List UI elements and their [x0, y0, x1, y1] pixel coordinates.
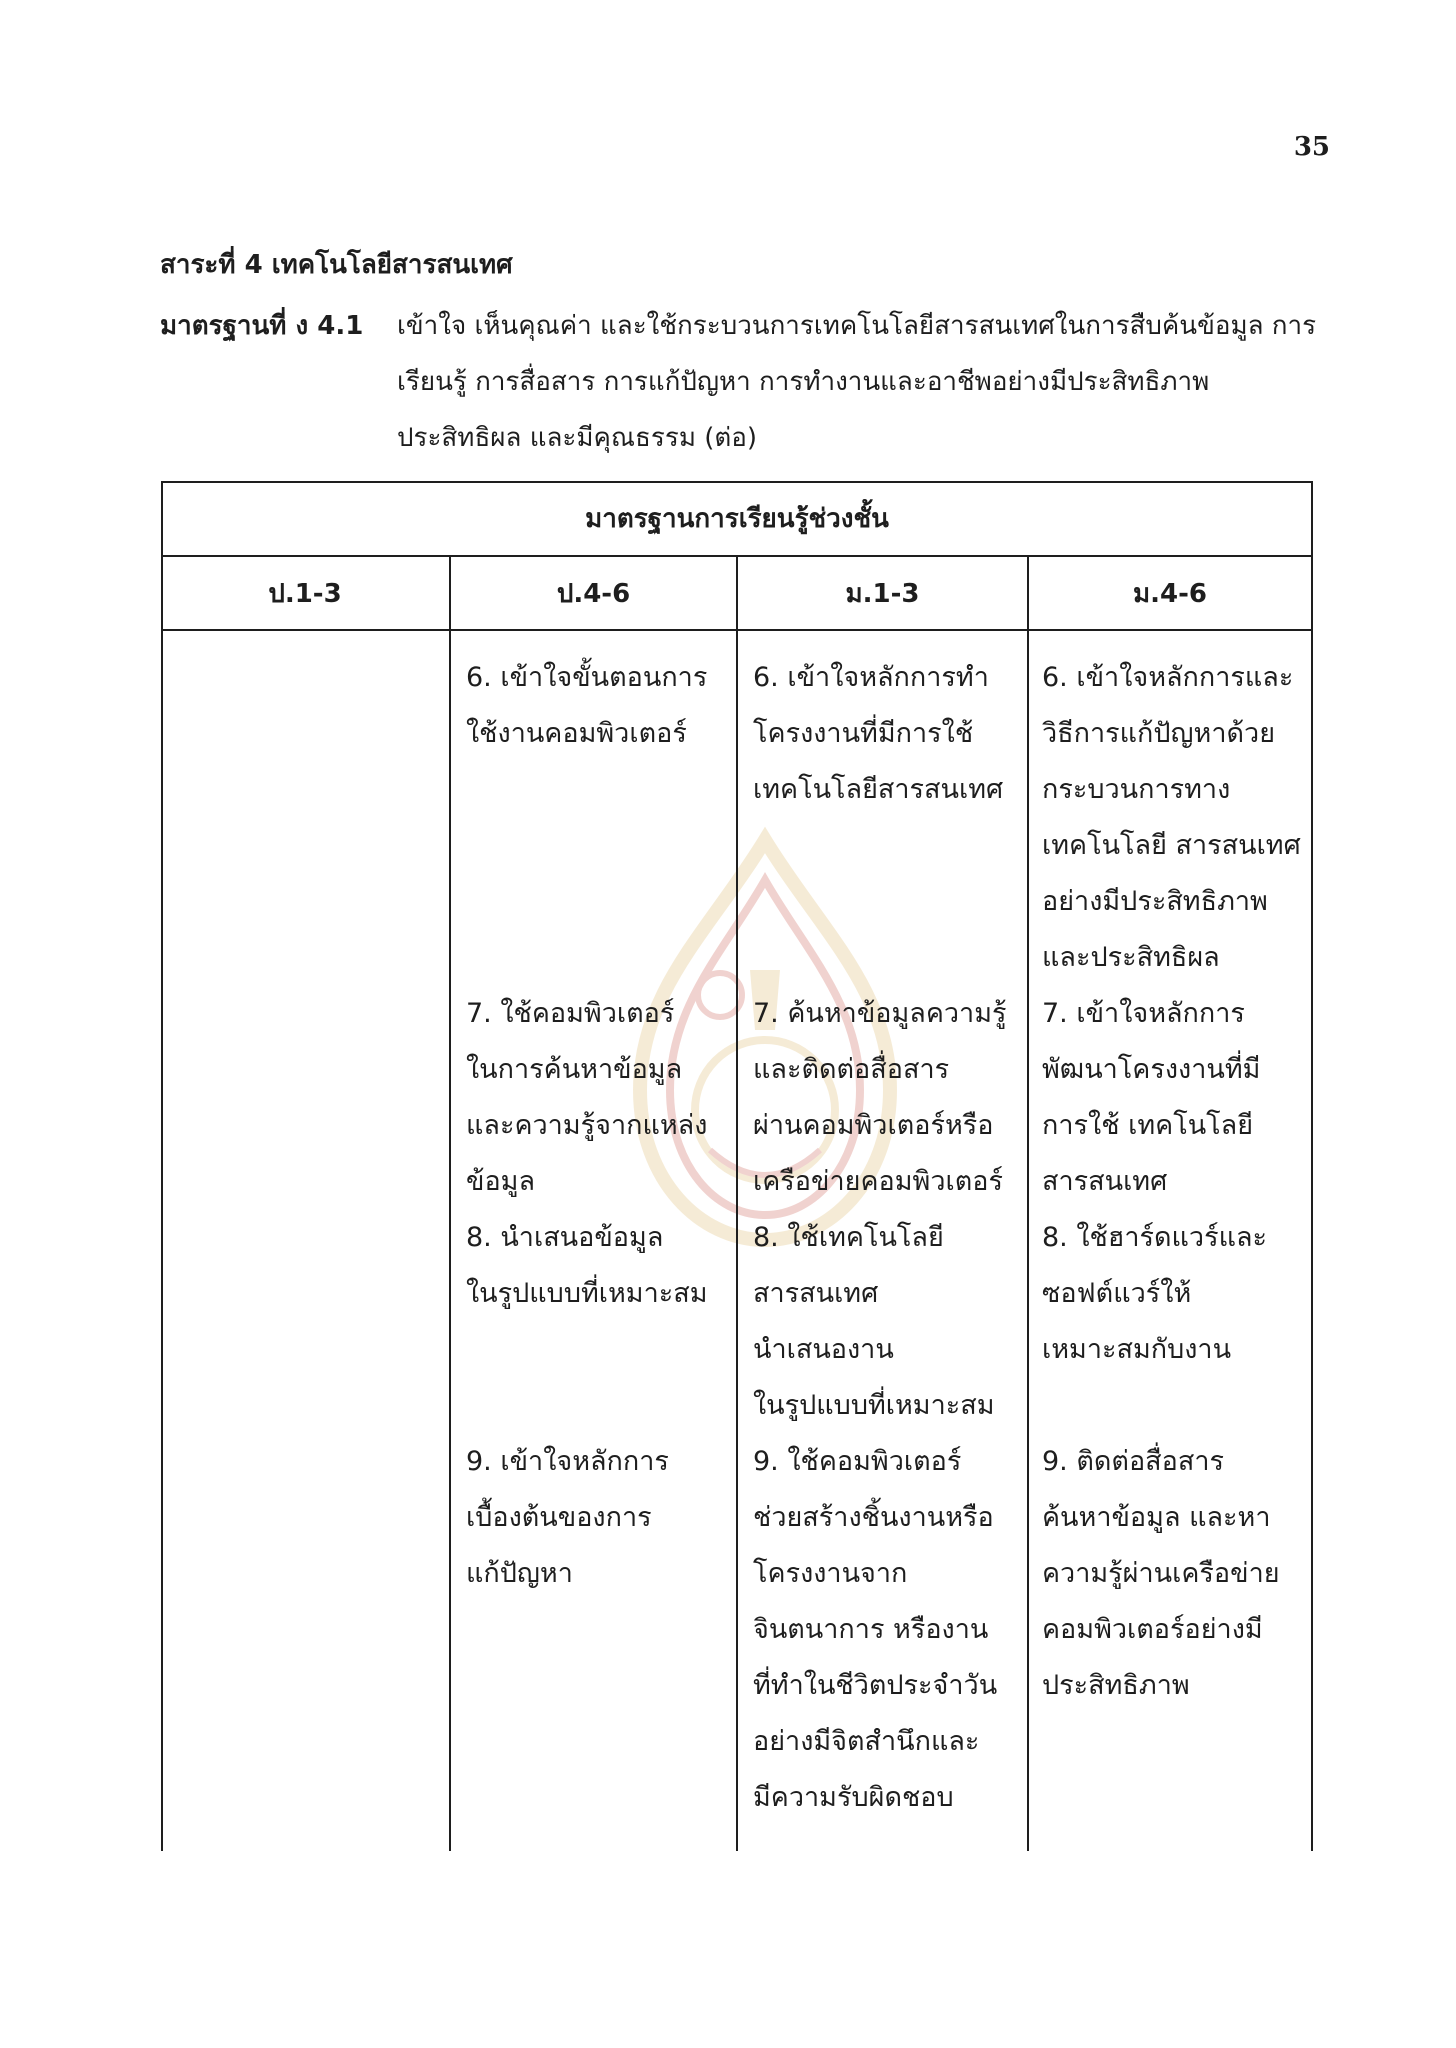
table-title: มาตรฐานการเรียนรู้ช่วงชั้น — [585, 503, 889, 534]
column-divider-1 — [449, 555, 451, 1851]
m1-3-item-7: 7. ค้นหาข้อมูลความรู้ และติดต่อสื่อสาร ผ่านคอมพิวเตอร์หรือ เครือข่ายคอมพิวเตอร์ — [753, 998, 1007, 1197]
standard-block — [160, 298, 1340, 466]
m1-3-item-9: 9. ใช้คอมพิวเตอร์ ช่วยสร้างชิ้นงานหรือ โครงงานจาก จินตนาการ หรืองาน ที่ทำในชีวิตประจำวัน อย่างมีจิตสำนึกและ มีความรับผิดชอบ — [753, 1446, 998, 1813]
m1-3-item-6: 6. เข้าใจหลักการทำ โครงงานที่มีการใช้ เทคโนโลยีสารสนเทศ — [753, 662, 1004, 805]
m4-6-item-8: 8. ใช้ฮาร์ดแวร์และ ซอฟต์แวร์ให้ เหมาะสมกับงาน — [1042, 1222, 1268, 1365]
m1-3-item-8: 8. ใช้เทคโนโลยี สารสนเทศ นำเสนองาน ในรูปแบบที่เหมาะสม — [753, 1222, 995, 1421]
column-header-m4-6: ม.4-6 — [1133, 578, 1207, 609]
m4-6-item-7: 7. เข้าใจหลักการ พัฒนาโครงงานที่มี การใช้ เทคโนโลยี สารสนเทศ — [1042, 998, 1261, 1197]
column-header-p4-6: ป.4-6 — [556, 578, 631, 609]
p4-6-item-8: 8. นำเสนอข้อมูล ในรูปแบบที่เหมาะสม — [466, 1222, 708, 1309]
p4-6-item-7: 7. ใช้คอมพิวเตอร์ ในการค้นหาข้อมูล และความรู้จากแหล่ง ข้อมูล — [466, 998, 708, 1197]
m4-6-item-9: 9. ติดต่อสื่อสาร ค้นหาข้อมูล และหา ความรู้ผ่านเครือข่าย คอมพิวเตอร์อย่างมี ประสิทธิภาพ — [1042, 1446, 1280, 1701]
standard-text: เข้าใจ เห็นคุณค่า และใช้กระบวนการเทคโนโลยีสารสนเทศในการสืบค้นข้อมูล การเรียนรู้ การสื่อสาร การแก้ปัญหา การทำงานและอาชีพอย่างมีประสิทธิภาพ ประสิทธิผล และมีคุณธรรม (ต่อ) — [397, 311, 1317, 453]
p4-6-item-9: 9. เข้าใจหลักการ เบื้องต้นของการ แก้ปัญหา — [466, 1446, 669, 1589]
table-left-border — [161, 481, 163, 1851]
column-header-p1-3: ป.1-3 — [268, 578, 342, 609]
column-header-m1-3: ม.1-3 — [845, 578, 920, 609]
standard-label: มาตรฐานที่ ง 4.1 — [160, 311, 364, 341]
column-divider-3 — [1027, 555, 1029, 1851]
page-number: 35 — [1293, 132, 1330, 162]
table-right-border — [1311, 481, 1313, 1851]
m4-6-item-6: 6. เข้าใจหลักการและ วิธีการแก้ปัญหาด้วย กระบวนการทาง เทคโนโลยี สารสนเทศ อย่างมีประสิทธิภาพ และประสิทธิผล — [1042, 662, 1301, 973]
p4-6-item-6: 6. เข้าใจขั้นตอนการ ใช้งานคอมพิวเตอร์ — [466, 662, 708, 749]
learning-standards-table — [161, 481, 1313, 1851]
column-divider-2 — [736, 555, 738, 1851]
strand-title: สาระที่ 4 เทคโนโลยีสารสนเทศ — [160, 250, 513, 280]
